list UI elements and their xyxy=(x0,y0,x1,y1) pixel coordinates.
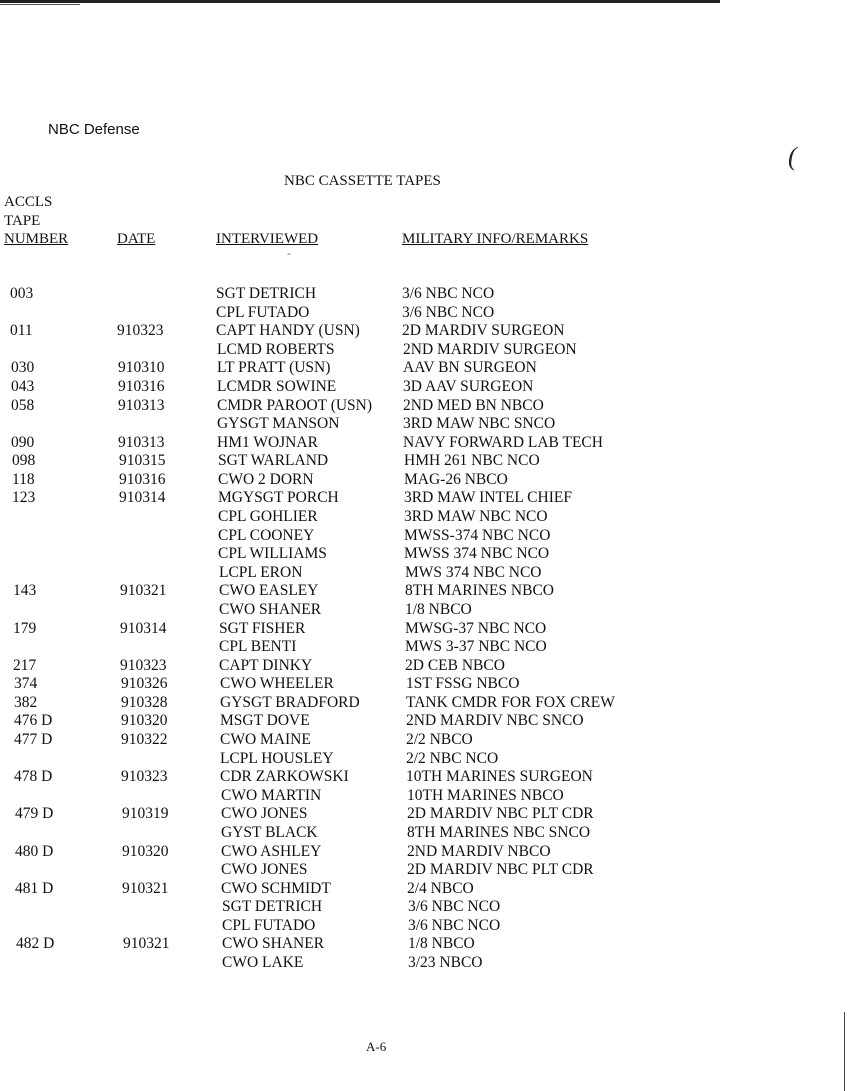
cell-military: HMH 261 NBC NCO xyxy=(404,452,540,469)
cell-date: 910313 xyxy=(118,434,165,451)
table-row xyxy=(0,563,850,582)
cell-tape: 143 xyxy=(13,582,37,599)
cell-interviewed: CWO WHEELER xyxy=(220,675,334,692)
cell-interviewed: LT PRATT (USN) xyxy=(217,359,331,376)
cell-interviewed: CPL WILLIAMS xyxy=(218,545,327,562)
cell-interviewed: GYSGT BRADFORD xyxy=(220,694,360,711)
cell-military: 3/6 NBC NCO xyxy=(408,898,501,915)
cell-military: 3RD MAW NBC NCO xyxy=(404,508,548,525)
col-header-tape-line1: ACCLS xyxy=(4,194,53,210)
cell-military: 2/2 NBCO xyxy=(406,731,473,748)
col-header-tape-number: NUMBER xyxy=(4,231,69,247)
cell-tape: 374 xyxy=(14,675,38,692)
cell-tape: 476 D xyxy=(14,712,53,729)
cell-military: 2ND MARDIV NBC SNCO xyxy=(406,712,584,729)
cell-date: 910316 xyxy=(118,378,165,395)
cell-military: 2D MARDIV NBC PLT CDR xyxy=(407,861,594,878)
col-header-military: MILITARY INFO/REMARKS xyxy=(402,231,589,247)
stray-dash-mark: - xyxy=(287,246,291,260)
table-row xyxy=(0,284,850,303)
table-row xyxy=(0,842,850,861)
table-row xyxy=(0,953,850,972)
cell-military: 2D CEB NBCO xyxy=(405,657,505,674)
cell-military: 3/23 NBCO xyxy=(408,954,483,971)
cell-military: MAG-26 NBCO xyxy=(404,471,508,488)
cell-interviewed: CPL GOHLIER xyxy=(218,508,318,525)
cell-date: 910322 xyxy=(121,731,168,748)
cell-tape: 480 D xyxy=(15,843,54,860)
cell-military: MWSG-37 NBC NCO xyxy=(405,620,547,637)
cell-interviewed: CPL BENTI xyxy=(219,638,297,655)
table-row xyxy=(0,340,850,359)
cell-tape: 043 xyxy=(11,378,35,395)
table-row xyxy=(0,693,850,712)
cell-date: 910321 xyxy=(120,582,167,599)
cell-tape: 479 D xyxy=(15,805,54,822)
cell-date: 910328 xyxy=(121,694,168,711)
table-row xyxy=(0,749,850,768)
table-row xyxy=(0,526,850,545)
cell-date: 910323 xyxy=(121,768,168,785)
cell-interviewed: CWO ASHLEY xyxy=(221,843,322,860)
table-row xyxy=(0,674,850,693)
cell-date: 910323 xyxy=(117,322,164,339)
cell-military: 2ND MARDIV SURGEON xyxy=(403,341,577,358)
cell-interviewed: CWO LAKE xyxy=(222,954,304,971)
cell-interviewed: CWO JONES xyxy=(221,861,308,878)
table-row xyxy=(0,470,850,489)
table-row xyxy=(0,823,850,842)
cell-tape: 482 D xyxy=(16,935,55,952)
cell-military: 3/6 NBC NCO xyxy=(408,917,501,934)
cell-tape: 217 xyxy=(13,657,37,674)
cell-interviewed: SGT DETRICH xyxy=(216,285,317,302)
cell-interviewed: CWO SHANER xyxy=(219,601,322,618)
table-row xyxy=(0,377,850,396)
table-row xyxy=(0,581,850,600)
cell-tape: 058 xyxy=(11,397,35,414)
cell-interviewed: HM1 WOJNAR xyxy=(217,434,318,451)
cell-date: 910321 xyxy=(122,880,169,897)
cell-interviewed: CWO JONES xyxy=(221,805,308,822)
cell-military: 2D MARDIV NBC PLT CDR xyxy=(407,805,594,822)
cell-military: 1ST FSSG NBCO xyxy=(406,675,520,692)
cell-military: MWSS-374 NBC NCO xyxy=(404,527,551,544)
table-row xyxy=(0,619,850,638)
cell-interviewed: CAPT DINKY xyxy=(219,657,313,674)
table-row xyxy=(0,396,850,415)
cell-date: 910314 xyxy=(120,620,167,637)
cell-interviewed: GYSGT MANSON xyxy=(217,415,340,432)
cell-military: 2D MARDIV SURGEON xyxy=(402,322,565,339)
cell-date: 910315 xyxy=(119,452,166,469)
cell-tape: 382 xyxy=(14,694,38,711)
table-row xyxy=(0,767,850,786)
cell-tape: 478 D xyxy=(14,768,53,785)
cell-interviewed: CWO SCHMIDT xyxy=(221,880,331,897)
table-row xyxy=(0,711,850,730)
table-row xyxy=(0,656,850,675)
cell-date: 910326 xyxy=(121,675,168,692)
cell-date: 910316 xyxy=(119,471,166,488)
table-row xyxy=(0,321,850,340)
cell-military: 8TH MARINES NBC SNCO xyxy=(407,824,591,841)
table-row xyxy=(0,860,850,879)
cell-military: MWS 3-37 NBC NCO xyxy=(405,638,547,655)
cell-military: 2ND MED BN NBCO xyxy=(403,397,544,414)
table-row xyxy=(0,637,850,656)
cell-military: 1/8 NBCO xyxy=(408,935,475,952)
table-row xyxy=(0,433,850,452)
cell-date: 910319 xyxy=(122,805,169,822)
table-row xyxy=(0,451,850,470)
cell-military: TANK CMDR FOR FOX CREW xyxy=(406,694,615,711)
cell-interviewed: SGT WARLAND xyxy=(218,452,329,469)
cell-interviewed: LCPL ERON xyxy=(219,564,303,581)
cell-interviewed: LCPL HOUSLEY xyxy=(220,750,334,767)
col-header-interviewed: INTERVIEWED xyxy=(216,231,319,247)
cell-date: 910314 xyxy=(119,489,166,506)
cell-tape: 030 xyxy=(11,359,35,376)
cell-military: MWSS 374 NBC NCO xyxy=(404,545,550,562)
cell-tape: 481 D xyxy=(15,880,54,897)
cell-interviewed: LCMD ROBERTS xyxy=(217,341,335,358)
right-edge-rule xyxy=(844,1012,845,1091)
table-row xyxy=(0,358,850,377)
cell-military: NAVY FORWARD LAB TECH xyxy=(403,434,603,451)
cell-interviewed: CPL FUTADO xyxy=(222,917,316,934)
cell-interviewed: CWO MAINE xyxy=(220,731,311,748)
cell-interviewed: SGT FISHER xyxy=(219,620,306,637)
table-row xyxy=(0,414,850,433)
cell-tape: 003 xyxy=(10,285,34,302)
table-row xyxy=(0,544,850,563)
cell-date: 910310 xyxy=(118,359,165,376)
cell-military: 1/8 NBCO xyxy=(405,601,472,618)
cell-interviewed: MGYSGT PORCH xyxy=(218,489,339,506)
cell-tape: 123 xyxy=(12,489,36,506)
page-title: NBC CASSETTE TAPES xyxy=(284,173,441,189)
cell-interviewed: CPL FUTADO xyxy=(216,304,310,321)
section-header: NBC Defense xyxy=(48,121,140,138)
cell-interviewed: CWO MARTIN xyxy=(221,787,322,804)
cell-military: 3/6 NBC NCO xyxy=(402,285,495,302)
cell-interviewed: SGT DETRICH xyxy=(222,898,323,915)
cell-military: 2/4 NBCO xyxy=(407,880,474,897)
cell-military: 2/2 NBC NCO xyxy=(406,750,499,767)
cell-military: AAV BN SURGEON xyxy=(403,359,537,376)
cell-interviewed: GYST BLACK xyxy=(221,824,318,841)
cell-interviewed: CDR ZARKOWSKI xyxy=(220,768,349,785)
table-row xyxy=(0,488,850,507)
cell-interviewed: LCMDR SOWINE xyxy=(217,378,337,395)
table-row xyxy=(0,804,850,823)
cell-interviewed: CAPT HANDY (USN) xyxy=(216,322,360,339)
cell-interviewed: CWO EASLEY xyxy=(219,582,319,599)
cell-date: 910321 xyxy=(123,935,170,952)
cell-interviewed: CMDR PAROOT (USN) xyxy=(217,397,373,414)
table-row xyxy=(0,600,850,619)
cell-military: 3RD MAW NBC SNCO xyxy=(403,415,556,432)
cell-military: 10TH MARINES SURGEON xyxy=(406,768,593,785)
cell-military: MWS 374 NBC NCO xyxy=(405,564,542,581)
cell-interviewed: CWO 2 DORN xyxy=(218,471,314,488)
table-row xyxy=(0,916,850,935)
cell-military: 8TH MARINES NBCO xyxy=(405,582,554,599)
cell-date: 910320 xyxy=(122,843,169,860)
cell-interviewed: MSGT DOVE xyxy=(220,712,310,729)
cell-tape: 098 xyxy=(12,452,36,469)
cell-date: 910320 xyxy=(121,712,168,729)
cell-tape: 179 xyxy=(13,620,37,637)
cell-interviewed: CPL COONEY xyxy=(218,527,315,544)
table-row xyxy=(0,879,850,898)
table-row xyxy=(0,730,850,749)
cell-interviewed: CWO SHANER xyxy=(222,935,325,952)
page-number: A-6 xyxy=(366,1039,387,1054)
cell-military: 3/6 NBC NCO xyxy=(402,304,495,321)
cell-date: 910323 xyxy=(120,657,167,674)
col-header-tape-line2: TAPE xyxy=(4,213,41,229)
cell-military: 3RD MAW INTEL CHIEF xyxy=(404,489,572,506)
cell-military: 10TH MARINES NBCO xyxy=(407,787,564,804)
cell-tape: 011 xyxy=(10,322,33,339)
cell-tape: 118 xyxy=(12,471,35,488)
table-row xyxy=(0,786,850,805)
table-row xyxy=(0,934,850,953)
table-row xyxy=(0,507,850,526)
cell-tape: 090 xyxy=(11,434,35,451)
table-row xyxy=(0,897,850,916)
cell-date: 910313 xyxy=(118,397,165,414)
margin-paren-mark: ( xyxy=(788,142,797,171)
cell-military: 2ND MARDIV NBCO xyxy=(407,843,551,860)
cell-military: 3D AAV SURGEON xyxy=(403,378,534,395)
table-row xyxy=(0,303,850,322)
col-header-date: DATE xyxy=(117,231,156,247)
cell-tape: 477 D xyxy=(14,731,53,748)
